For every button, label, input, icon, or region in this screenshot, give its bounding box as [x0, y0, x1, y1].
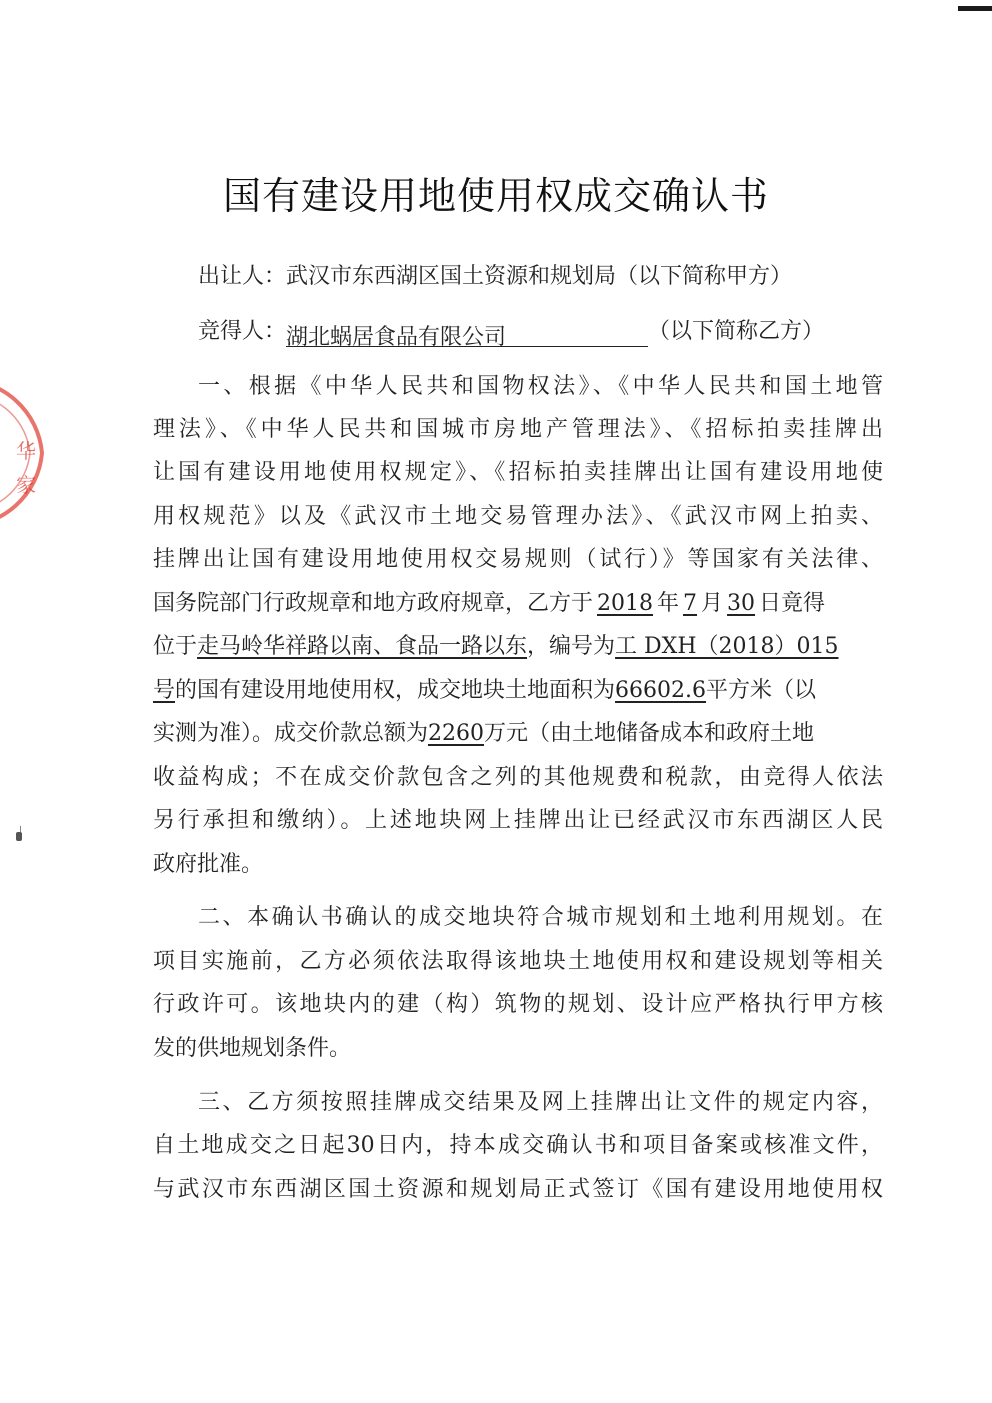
text-segment: 位于 [153, 634, 198, 659]
para1-line: 理法》、《中华人民共和国城市房地产管理法》、《招标拍卖挂牌出 [153, 417, 883, 442]
svg-text:家: 家 [16, 473, 36, 497]
para1-line: 挂牌出让国有建设用地使用权交易规则（试行）》等国家有关法律、 [153, 547, 883, 572]
assignee-label: 竞得人： [198, 319, 287, 344]
parcel-location: 走马岭华祥路以南、食品一路以东 [197, 634, 528, 659]
assignee-value: 湖北蜗居食品有限公司 [286, 325, 507, 350]
text-segment: 实测为准）。成交价款总额为 [153, 721, 429, 746]
official-seal-fragment [0, 372, 48, 534]
para1-line [153, 589, 883, 619]
parcel-area: 66602.6 [615, 678, 707, 703]
para1-line: 收益构成；不在成交价款包含之列的其他规费和税款，由竞得人依法 [153, 765, 883, 790]
text-segment: 的国有建设用地使用权，成交地块土地面积为 [175, 678, 616, 703]
text-segment: 国务院部门行政规章和地方政府规章，乙方于 [153, 591, 594, 616]
para1-line: 让国有建设用地使用权规定》、《招标拍卖挂牌出让国有建设用地使 [153, 460, 883, 485]
assignee-blank [286, 324, 648, 350]
para3-line: 与武汉市东西湖区国土资源和规划局正式签订《国有建设用地使用权 [153, 1177, 883, 1202]
para1-line [153, 632, 883, 662]
assignor-value: 武汉市东西湖区国土资源和规划局（以下简称甲方） [286, 264, 793, 289]
assignee-suffix: （以下简称乙方） [648, 319, 825, 344]
para2-line: 项目实施前，乙方必须依法取得该地块土地使用权和建设规划等相关 [153, 949, 883, 974]
para1-line: 政府批准。 [153, 852, 264, 877]
para1-line [153, 719, 883, 749]
deal-month: 7 [683, 591, 698, 616]
svg-text:华: 华 [16, 439, 36, 463]
text-segment: 月 [701, 591, 724, 616]
para1-line [153, 676, 883, 706]
para2-line: 二、本确认书确认的成交地块符合城市规划和土地利用规划。在 [198, 905, 883, 930]
deal-year: 2018 [597, 591, 654, 616]
scan-speck [16, 832, 22, 841]
para2-line: 行政许可。该地块内的建（构）筑物的规划、设计应严格执行甲方核 [153, 992, 883, 1017]
assignor-line [198, 262, 792, 292]
parcel-code-end: 号 [153, 678, 176, 703]
deal-price: 2260 [428, 721, 485, 746]
para3-line: 三、乙方须按照挂牌成交结果及网上挂牌出让文件的规定内容， [198, 1090, 883, 1115]
page-title: 国有建设用地使用权成交确认书 [222, 174, 769, 218]
text-segment: 年 [657, 591, 680, 616]
assignee-line [198, 317, 825, 350]
text-segment: 平方米（以 [706, 678, 817, 703]
parcel-code: 工 DXH（2018）015 [615, 634, 839, 659]
para3-line: 自土地成交之日起30日内，持本成交确认书和项目备案或核准文件， [153, 1133, 883, 1158]
scan-edge-mark [956, 0, 992, 18]
assignor-label: 出让人： [198, 264, 287, 289]
deal-day: 30 [727, 591, 756, 616]
text-segment: 日竟得 [759, 591, 826, 616]
text-segment: 万元（由土地储备成本和政府土地 [484, 721, 815, 746]
text-segment: ，编号为 [527, 634, 616, 659]
para2-line: 发的供地规划条件。 [153, 1036, 352, 1061]
para1-line: 另行承担和缴纳）。上述地块网上挂牌出让已经武汉市东西湖区人民 [153, 808, 883, 833]
para1-line: 一、根据《中华人民共和国物权法》、《中华人民共和国土地管 [198, 374, 883, 399]
para1-line: 用权规范》以及《武汉市土地交易管理办法》、《武汉市网上拍卖、 [153, 504, 883, 529]
